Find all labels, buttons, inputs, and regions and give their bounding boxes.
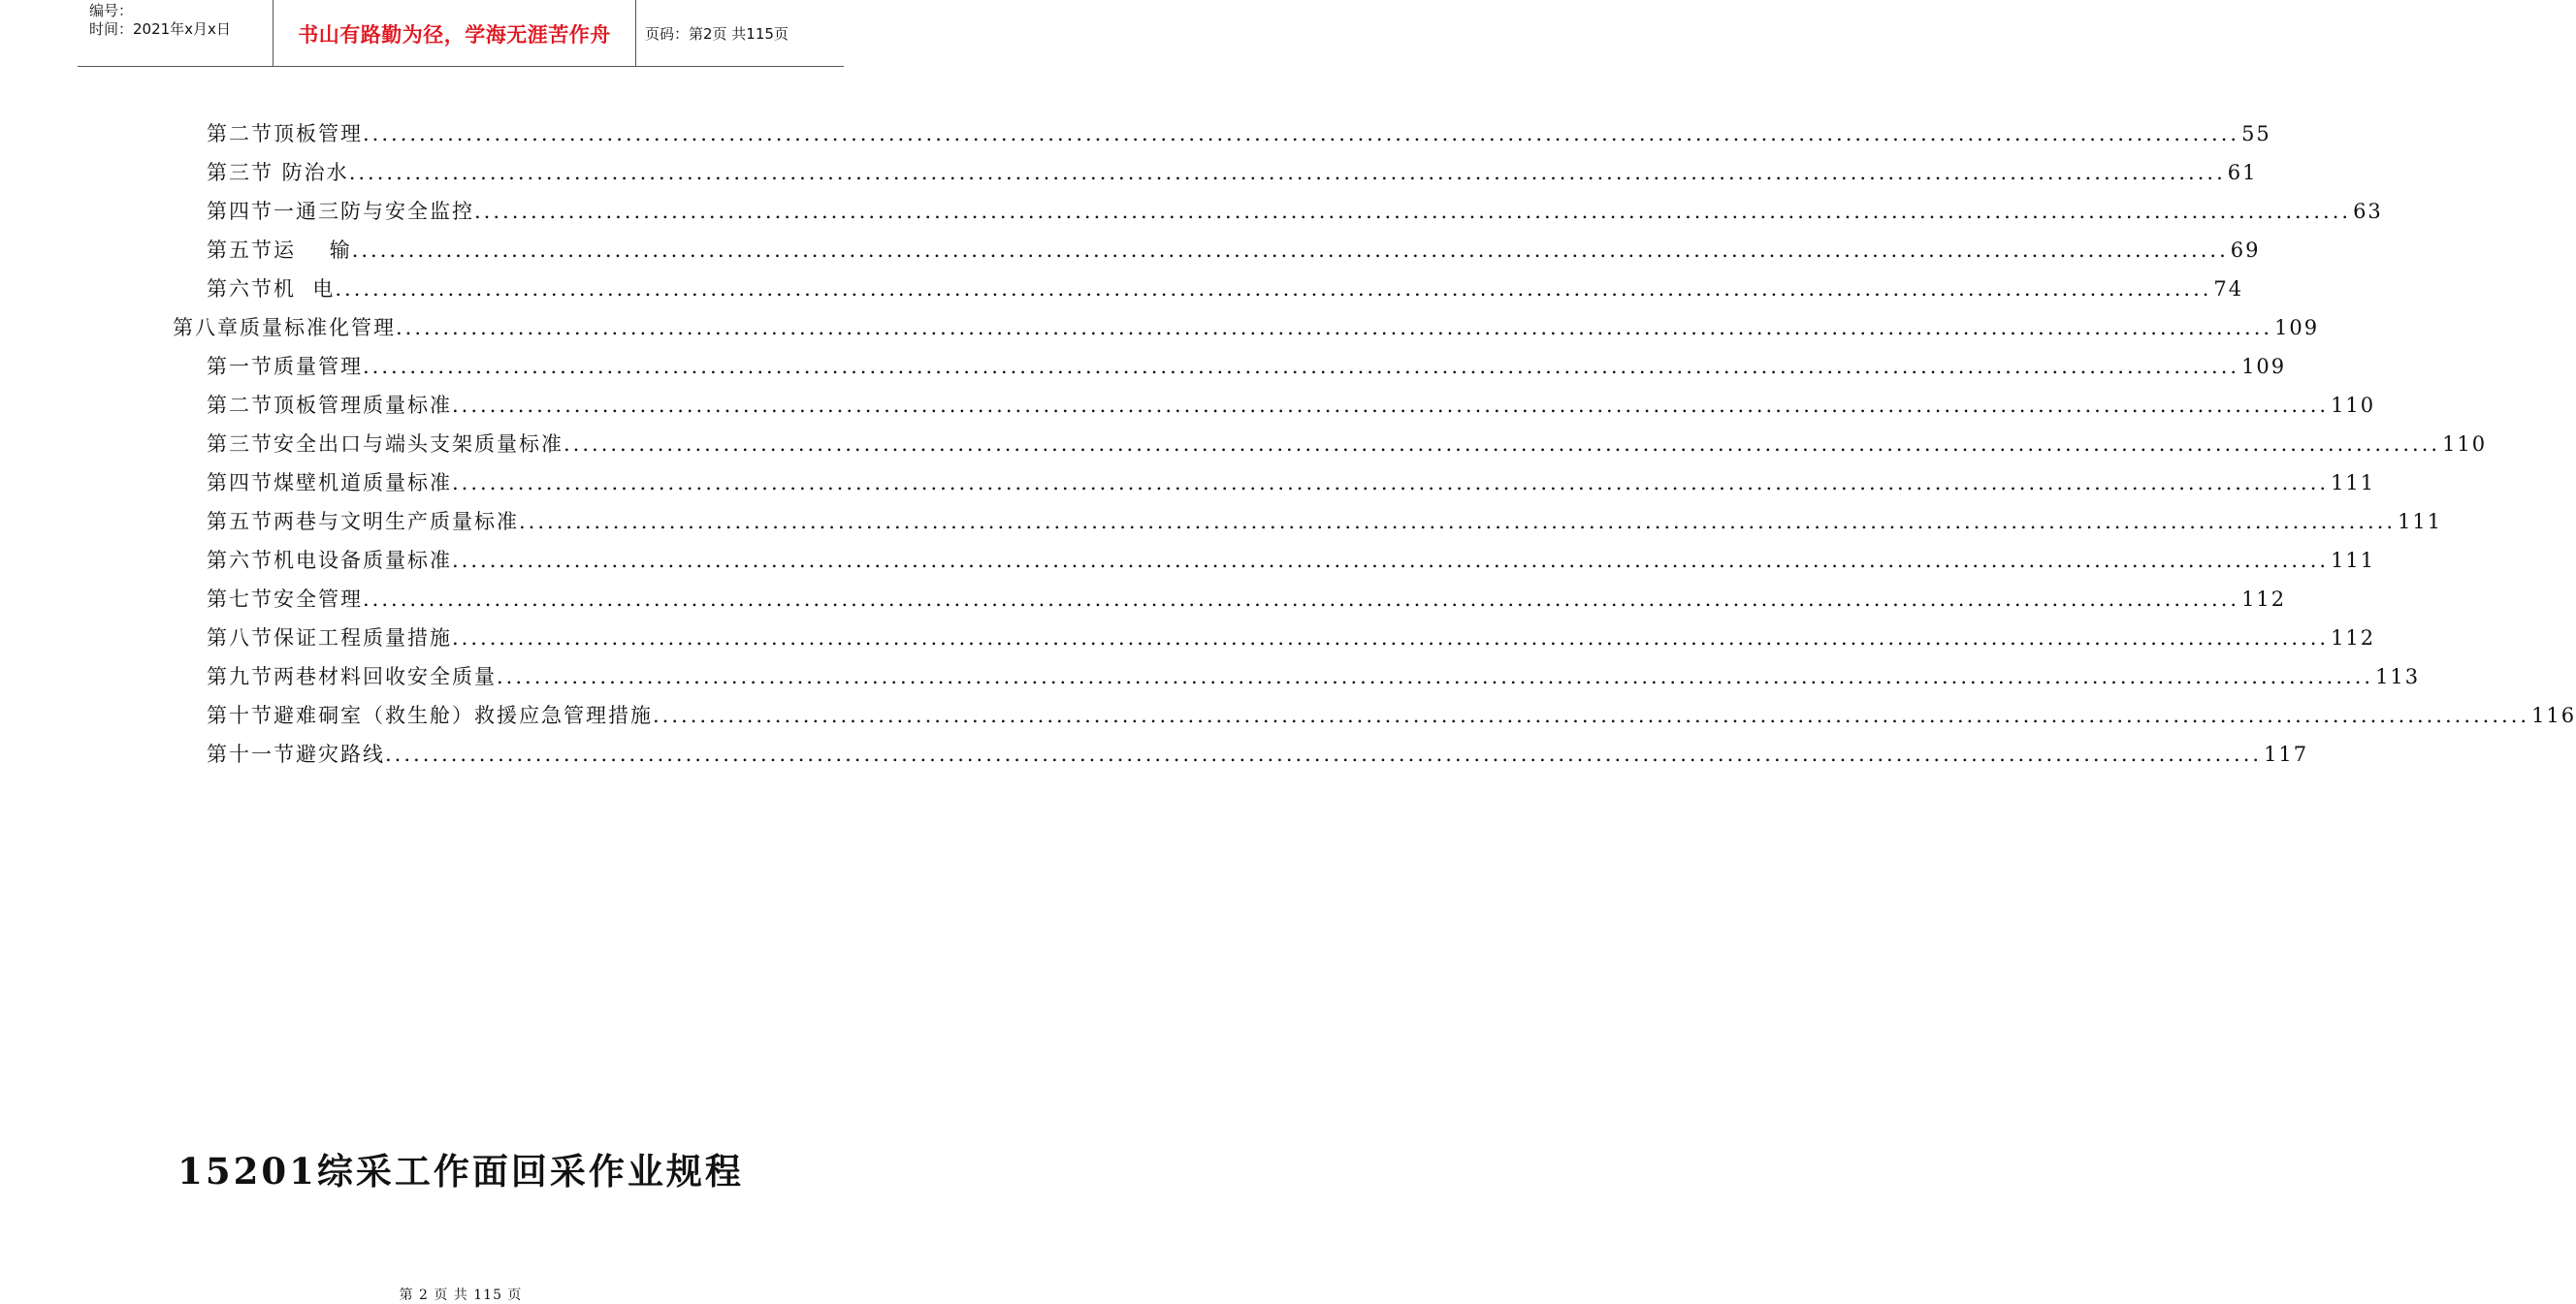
toc-entry-label: 第九节 — [207, 665, 274, 688]
toc-entry[interactable] — [207, 386, 2376, 425]
toc-entry-label: 第三节 — [207, 432, 274, 456]
toc-entry-title: 一通三防与安全监控 — [274, 200, 474, 223]
toc-dot-leader: ........................................................................................................................................................................................................ — [351, 239, 2229, 262]
toc-dot-leader: ........................................................................................................................................................................................................ — [474, 200, 2352, 223]
toc-entry-page: 110 — [2442, 432, 2488, 456]
toc-entry[interactable] — [207, 270, 2244, 308]
toc-entry[interactable] — [207, 580, 2287, 619]
toc-entry-page: 111 — [2398, 510, 2443, 533]
toc-entry-label: 第一节 — [207, 355, 274, 378]
toc-entry-label: 第四节 — [207, 200, 274, 223]
toc-entry-title: 质量管理 — [274, 355, 363, 378]
toc-entry[interactable] — [173, 308, 2320, 347]
toc-entry-page: 55 — [2241, 122, 2271, 145]
time-label: 时间：2021年x月x日 — [89, 20, 231, 38]
toc-entry-label: 第六节 — [207, 549, 274, 572]
toc-entry[interactable] — [207, 231, 2261, 270]
toc-entry-page: 112 — [2241, 588, 2287, 611]
toc-entry[interactable] — [207, 541, 2376, 580]
toc-entry-title: 避灾路线 — [296, 743, 385, 766]
toc-entry[interactable] — [207, 463, 2376, 502]
toc-entry-page: 74 — [2213, 277, 2244, 301]
toc-entry-title: 安全出口与端头支架质量标准 — [274, 432, 564, 456]
toc-entry-title: 防治水 — [274, 161, 349, 184]
toc-entry-title: 煤壁机道质量标准 — [274, 471, 452, 494]
toc-entry-title: 顶板管理 — [274, 122, 363, 145]
toc-entry-title: 避难硐室（救生舱）救援应急管理措施 — [274, 704, 653, 727]
toc-entry-page: 109 — [2241, 355, 2287, 378]
toc-entry-page: 110 — [2331, 394, 2376, 417]
page-header — [78, 0, 844, 67]
toc-dot-leader: ........................................................................................................................................................................................................ — [452, 394, 2330, 417]
toc-entry[interactable] — [207, 735, 2309, 774]
toc-entry-title: 保证工程质量措施 — [274, 626, 452, 650]
document-title: 15201综采工作面回采作业规程 — [177, 1150, 744, 1193]
toc-entry-page: 111 — [2331, 549, 2376, 572]
toc-entry-label: 第八节 — [207, 626, 274, 650]
toc-dot-leader: ........................................................................................................................................................................................................ — [363, 122, 2240, 145]
toc-entry-page: 69 — [2230, 239, 2261, 262]
toc-entry-title: 安全管理 — [274, 588, 363, 611]
toc-entry-label: 第十节 — [207, 704, 274, 727]
toc-entry-page: 112 — [2331, 626, 2376, 650]
page-footer: 第 2 页 共 115 页 — [399, 1288, 523, 1303]
toc-entry[interactable] — [207, 696, 2576, 735]
toc-dot-leader: ........................................................................................................................................................................................................ — [396, 316, 2273, 339]
toc-entry-title: 运 输 — [274, 239, 352, 262]
toc-entry-label: 第五节 — [207, 239, 274, 262]
toc-dot-leader: ........................................................................................................................................................................................................ — [497, 665, 2374, 688]
toc-entry-page: 116 — [2531, 704, 2576, 727]
toc-entry-label: 第十一节 — [207, 743, 296, 766]
toc-dot-leader: ........................................................................................................................................................................................................ — [653, 704, 2530, 727]
toc-entry-title: 顶板管理质量标准 — [274, 394, 452, 417]
toc-entry-label: 第二节 — [207, 122, 274, 145]
toc-entry[interactable] — [207, 192, 2383, 231]
toc-entry-label: 第五节 — [207, 510, 274, 533]
toc-dot-leader: ........................................................................................................................................................................................................ — [348, 161, 2226, 184]
header-meta — [89, 2, 274, 39]
toc-entry-label: 第三节 — [207, 161, 274, 184]
header-page-info: 页码：第2页 共115页 — [645, 25, 789, 43]
header-divider — [635, 0, 636, 66]
toc-entry-page: 113 — [2375, 665, 2421, 688]
toc-dot-leader: ........................................................................................................................................................................................................ — [452, 626, 2330, 650]
toc-entry[interactable] — [207, 502, 2443, 541]
toc-entry[interactable] — [207, 657, 2421, 696]
toc-entry-title: 两巷与文明生产质量标准 — [274, 510, 519, 533]
toc-dot-leader: ........................................................................................................................................................................................................ — [385, 743, 2263, 766]
toc-entry-page: 111 — [2331, 471, 2376, 494]
toc-entry-page: 109 — [2274, 316, 2320, 339]
toc-entry-title: 机电设备质量标准 — [274, 549, 452, 572]
toc-dot-leader: ........................................................................................................................................................................................................ — [564, 432, 2441, 456]
toc-entry-label: 第二节 — [207, 394, 274, 417]
toc-entry-title: 质量标准化管理 — [240, 316, 396, 339]
toc-entry-label: 第四节 — [207, 471, 274, 494]
toc-entry-title: 两巷材料回收安全质量 — [274, 665, 497, 688]
toc-dot-leader: ........................................................................................................................................................................................................ — [363, 355, 2240, 378]
toc-dot-leader: ........................................................................................................................................................................................................ — [452, 471, 2330, 494]
toc-dot-leader: ........................................................................................................................................................................................................ — [519, 510, 2397, 533]
toc-entry[interactable] — [207, 425, 2488, 463]
toc-entry[interactable] — [207, 114, 2271, 153]
toc-dot-leader: ........................................................................................................................................................................................................ — [335, 277, 2212, 301]
toc-entry[interactable] — [207, 347, 2287, 386]
toc-dot-leader: ........................................................................................................................................................................................................ — [363, 588, 2240, 611]
toc-entry-page: 63 — [2353, 200, 2383, 223]
toc-entry-label: 第七节 — [207, 588, 274, 611]
toc-entry-page: 61 — [2227, 161, 2258, 184]
toc-entry[interactable] — [207, 619, 2376, 657]
number-label: 编号： — [89, 2, 134, 19]
toc-dot-leader: ........................................................................................................................................................................................................ — [452, 549, 2330, 572]
toc-entry-label: 第八章 — [173, 316, 240, 339]
toc-entry-title: 机 电 — [274, 277, 336, 301]
toc-entry-label: 第六节 — [207, 277, 274, 301]
toc-entry[interactable] — [207, 153, 2258, 192]
header-motto: 书山有路勤为径，学海无涯苦作舟 — [298, 23, 611, 47]
toc-entry-page: 117 — [2264, 743, 2309, 766]
